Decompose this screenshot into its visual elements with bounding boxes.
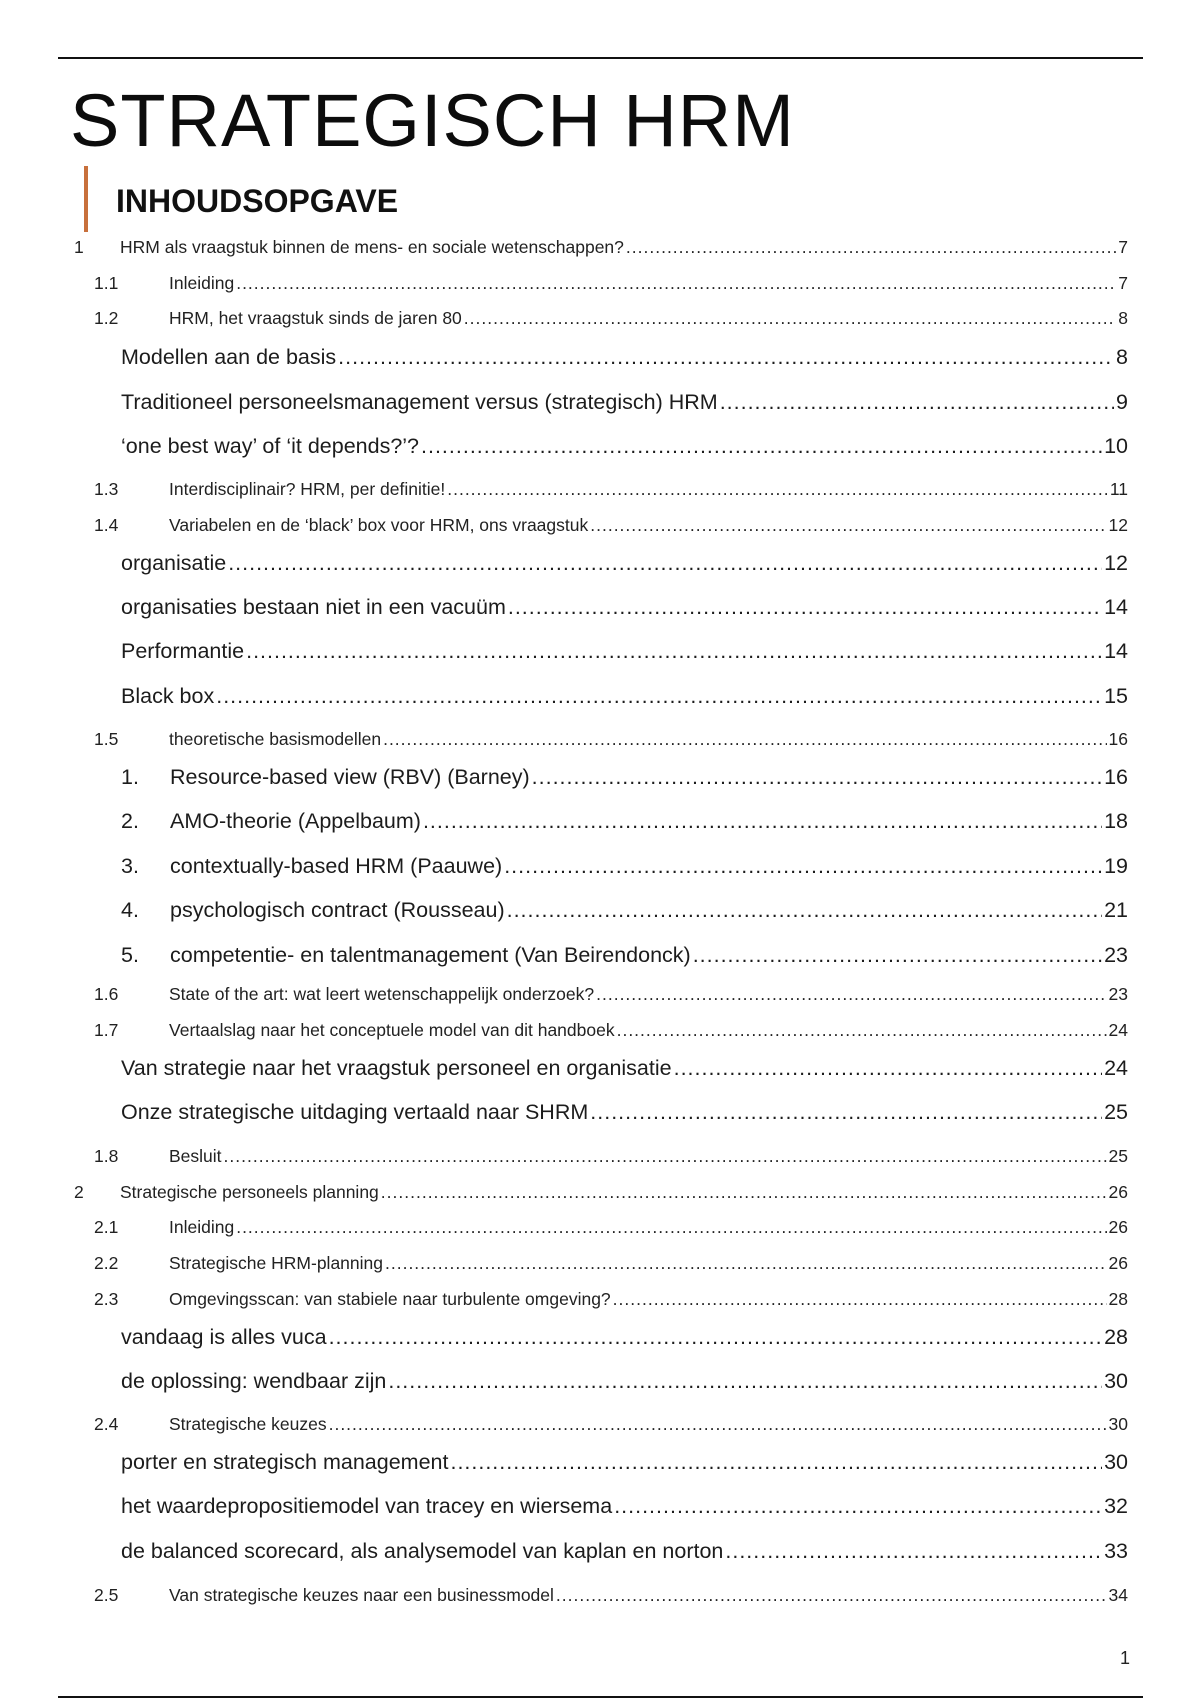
toc-label: porter en strategisch management — [121, 1450, 449, 1474]
toc-label: Traditioneel personeelsmanagement versus (strategisch) HRM — [121, 390, 718, 414]
toc-label: theoretische basismodellen — [169, 729, 382, 749]
toc-label: State of the art: wat leert wetenschappelijk onderzoek? — [169, 984, 595, 1004]
toc-page: 26 — [1108, 1182, 1128, 1202]
toc-page: 30 — [1108, 1414, 1128, 1434]
toc-page: 8 — [1116, 345, 1128, 369]
toc-leader — [720, 390, 1114, 415]
toc-number: 1.4 — [94, 515, 119, 535]
toc-label: Variabelen en de ‘black’ box voor HRM, ons vraagstuk — [169, 515, 589, 535]
toc-page: 16 — [1104, 765, 1128, 789]
toc-entry-section[interactable] — [94, 984, 1128, 1005]
toc-leader — [421, 434, 1102, 459]
toc-entry-section[interactable] — [94, 515, 1128, 536]
toc-number: 2 — [74, 1182, 84, 1202]
toc-leader — [385, 1253, 1107, 1274]
toc-number: 5. — [121, 943, 139, 967]
toc-number: 1. — [121, 765, 139, 789]
document-title: STRATEGISCH HRM — [70, 79, 795, 162]
toc-label: Resource-based view (RBV) (Barney) — [170, 765, 530, 789]
toc-entry-numbered-item[interactable] — [121, 854, 1128, 879]
toc-leader — [532, 765, 1102, 790]
toc-number: 1.1 — [94, 273, 119, 293]
toc-entry-subheading[interactable] — [121, 639, 1128, 664]
toc-leader — [504, 854, 1102, 879]
toc-entry-section[interactable] — [94, 1020, 1128, 1041]
toc-entry-section[interactable] — [94, 1217, 1128, 1238]
toc-page: 18 — [1104, 809, 1128, 833]
toc-label: competentie- en talentmanagement (Van Beirendonck) — [170, 943, 691, 967]
toc-label: Strategische HRM-planning — [169, 1253, 383, 1273]
toc-entry-subheading[interactable] — [121, 1539, 1128, 1564]
toc-entry-subheading[interactable] — [121, 345, 1128, 370]
toc-entry-subheading[interactable] — [121, 1100, 1128, 1125]
toc-page: 11 — [1109, 479, 1128, 499]
toc-page: 32 — [1104, 1494, 1128, 1518]
toc-label: Van strategie naar het vraagstuk personeel en organisatie — [121, 1056, 672, 1080]
toc-number: 1.5 — [94, 729, 119, 749]
toc-label: de balanced scorecard, als analysemodel van kaplan en norton — [121, 1539, 724, 1563]
toc-leader — [329, 1325, 1103, 1350]
toc-label: contextually-based HRM (Paauwe) — [170, 854, 503, 878]
toc-page: 23 — [1108, 984, 1128, 1004]
toc-entry-numbered-item[interactable] — [121, 809, 1128, 834]
toc-page: 34 — [1108, 1585, 1128, 1605]
toc-number: 4. — [121, 898, 139, 922]
page-number: 1 — [1119, 1648, 1130, 1668]
toc-label: Performantie — [121, 639, 245, 663]
toc-leader — [236, 273, 1116, 294]
toc-entry-section[interactable] — [94, 729, 1128, 750]
toc-entry-numbered-item[interactable] — [121, 943, 1128, 968]
toc-entry-section[interactable] — [94, 273, 1128, 294]
toc-label: Strategische personeels planning — [120, 1182, 379, 1202]
toc-page: 9 — [1116, 390, 1128, 414]
toc-label: Interdisciplinair? HRM, per definitie! — [169, 479, 446, 499]
toc-page: 7 — [1118, 273, 1128, 293]
toc-page: 24 — [1104, 1056, 1128, 1080]
toc-number: 1.8 — [94, 1146, 119, 1166]
toc-entry-subheading[interactable] — [121, 434, 1128, 459]
toc-label: Inleiding — [169, 1217, 235, 1237]
toc-page: 23 — [1104, 943, 1128, 967]
toc-leader — [590, 515, 1106, 536]
toc-page: 33 — [1104, 1539, 1128, 1563]
toc-leader — [614, 1494, 1102, 1519]
toc-label: ‘one best way’ of ‘it depends?’? — [121, 434, 420, 458]
toc-leader — [216, 684, 1102, 709]
toc-number: 2.2 — [94, 1253, 119, 1273]
toc-number: 1.6 — [94, 984, 119, 1004]
toc-page: 10 — [1104, 434, 1128, 458]
toc-leader — [507, 898, 1102, 923]
toc-page: 14 — [1104, 639, 1128, 663]
toc-page: 25 — [1108, 1146, 1128, 1166]
toc-number: 1.3 — [94, 479, 119, 499]
toc-page: 14 — [1104, 595, 1128, 619]
toc-page: 25 — [1104, 1100, 1128, 1124]
toc-entry-subheading[interactable] — [121, 1450, 1128, 1475]
toc-page: 24 — [1108, 1020, 1128, 1040]
toc-entry-subheading[interactable] — [121, 390, 1128, 415]
toc-number: 2. — [121, 809, 139, 833]
toc-page: 21 — [1104, 898, 1128, 922]
toc-label: psychologisch contract (Rousseau) — [170, 898, 505, 922]
toc-entry-subheading[interactable] — [121, 1369, 1128, 1394]
toc-entry-numbered-item[interactable] — [121, 898, 1128, 923]
toc-leader — [236, 1217, 1106, 1238]
toc-number: 1.7 — [94, 1020, 119, 1040]
toc-entry-numbered-item[interactable] — [121, 765, 1128, 790]
toc-label: HRM als vraagstuk binnen de mens- en sociale wetenschappen? — [120, 237, 624, 257]
toc-label: organisaties bestaan niet in een vacuüm — [121, 595, 506, 619]
toc-label: Modellen aan de basis — [121, 345, 337, 369]
toc-page: 7 — [1118, 237, 1128, 257]
toc-leader — [388, 1369, 1102, 1394]
toc-label: Omgevingsscan: van stabiele naar turbulente omgeving? — [169, 1289, 611, 1309]
toc-leader — [596, 984, 1106, 1005]
toc-leader — [613, 1289, 1107, 1310]
toc-label: vandaag is alles vuca — [121, 1325, 327, 1349]
toc-label: Besluit — [169, 1146, 222, 1166]
toc-number: 1.2 — [94, 308, 119, 328]
bottom-rule — [58, 1696, 1143, 1698]
toc-entry-subheading[interactable] — [121, 551, 1128, 576]
toc-label: organisatie — [121, 551, 227, 575]
toc-leader — [228, 551, 1102, 576]
toc-number: 2.5 — [94, 1585, 119, 1605]
toc-leader — [617, 1020, 1107, 1041]
toc-leader — [674, 1056, 1102, 1081]
toc-page: 16 — [1108, 729, 1128, 749]
toc-entry-section[interactable] — [94, 1414, 1128, 1435]
toc-label: de oplossing: wendbaar zijn — [121, 1369, 387, 1393]
toc-entry-chapter[interactable] — [74, 237, 1128, 258]
toc-label: Inleiding — [169, 273, 235, 293]
toc-leader — [224, 1146, 1107, 1167]
toc-number: 2.4 — [94, 1414, 119, 1434]
toc-number: 1 — [74, 237, 84, 257]
toc-label: Vertaalslag naar het conceptuele model van dit handboek — [169, 1020, 615, 1040]
toc-entry-chapter[interactable] — [74, 1182, 1128, 1203]
toc-page: 30 — [1104, 1369, 1128, 1393]
toc-label: Van strategische keuzes naar een businessmodel — [169, 1585, 554, 1605]
toc-leader — [508, 595, 1102, 620]
toc-leader — [464, 308, 1116, 329]
toc-entry-subheading[interactable] — [121, 595, 1128, 620]
toc-leader — [626, 237, 1116, 258]
toc-label: het waardepropositiemodel van tracey en wiersema — [121, 1494, 613, 1518]
toc-number: 2.1 — [94, 1217, 119, 1237]
toc-entry-subheading[interactable] — [121, 1056, 1128, 1081]
toc-number: 2.3 — [94, 1289, 119, 1309]
toc-leader — [381, 1182, 1107, 1203]
toc-page: 26 — [1108, 1217, 1128, 1237]
toc-number: 3. — [121, 854, 139, 878]
toc-leader — [447, 479, 1108, 500]
toc-entry-section[interactable] — [94, 1253, 1128, 1274]
toc-entry-section[interactable] — [94, 1146, 1128, 1167]
toc-entry-section[interactable] — [94, 479, 1128, 500]
toc-leader — [383, 729, 1106, 750]
toc-page: 26 — [1108, 1253, 1128, 1273]
toc-leader — [590, 1100, 1102, 1125]
toc-page: 19 — [1104, 854, 1128, 878]
toc-leader — [338, 345, 1114, 370]
toc-leader — [450, 1450, 1102, 1475]
toc-page: 30 — [1104, 1450, 1128, 1474]
toc-entry-subheading[interactable] — [121, 1325, 1128, 1350]
toc-label: Black box — [121, 684, 215, 708]
toc-leader — [556, 1585, 1107, 1606]
toc-leader — [423, 809, 1102, 834]
toc-leader — [246, 639, 1102, 664]
toc-page: 28 — [1104, 1325, 1128, 1349]
toc-heading: INHOUDSOPGAVE — [116, 183, 399, 219]
toc-label: AMO-theorie (Appelbaum) — [170, 809, 421, 833]
toc-leader — [329, 1414, 1107, 1435]
toc-leader — [725, 1539, 1102, 1564]
toc-page: 28 — [1108, 1289, 1128, 1309]
toc-page: 12 — [1104, 551, 1128, 575]
toc-entry-subheading[interactable] — [121, 1494, 1128, 1519]
toc-label: Onze strategische uitdaging vertaald naar SHRM — [121, 1100, 589, 1124]
toc-page: 12 — [1108, 515, 1128, 535]
toc-entry-section[interactable] — [94, 1289, 1128, 1310]
toc-page: 8 — [1118, 308, 1128, 328]
toc-page: 15 — [1104, 684, 1128, 708]
toc-entry-section[interactable] — [94, 1585, 1128, 1606]
top-rule — [58, 57, 1143, 59]
toc-entry-section[interactable] — [94, 308, 1128, 329]
toc-entry-subheading[interactable] — [121, 684, 1128, 709]
accent-bar — [84, 166, 88, 232]
toc-label: Strategische keuzes — [169, 1414, 327, 1434]
toc-label: HRM, het vraagstuk sinds de jaren 80 — [169, 308, 462, 328]
toc-leader — [693, 943, 1102, 968]
